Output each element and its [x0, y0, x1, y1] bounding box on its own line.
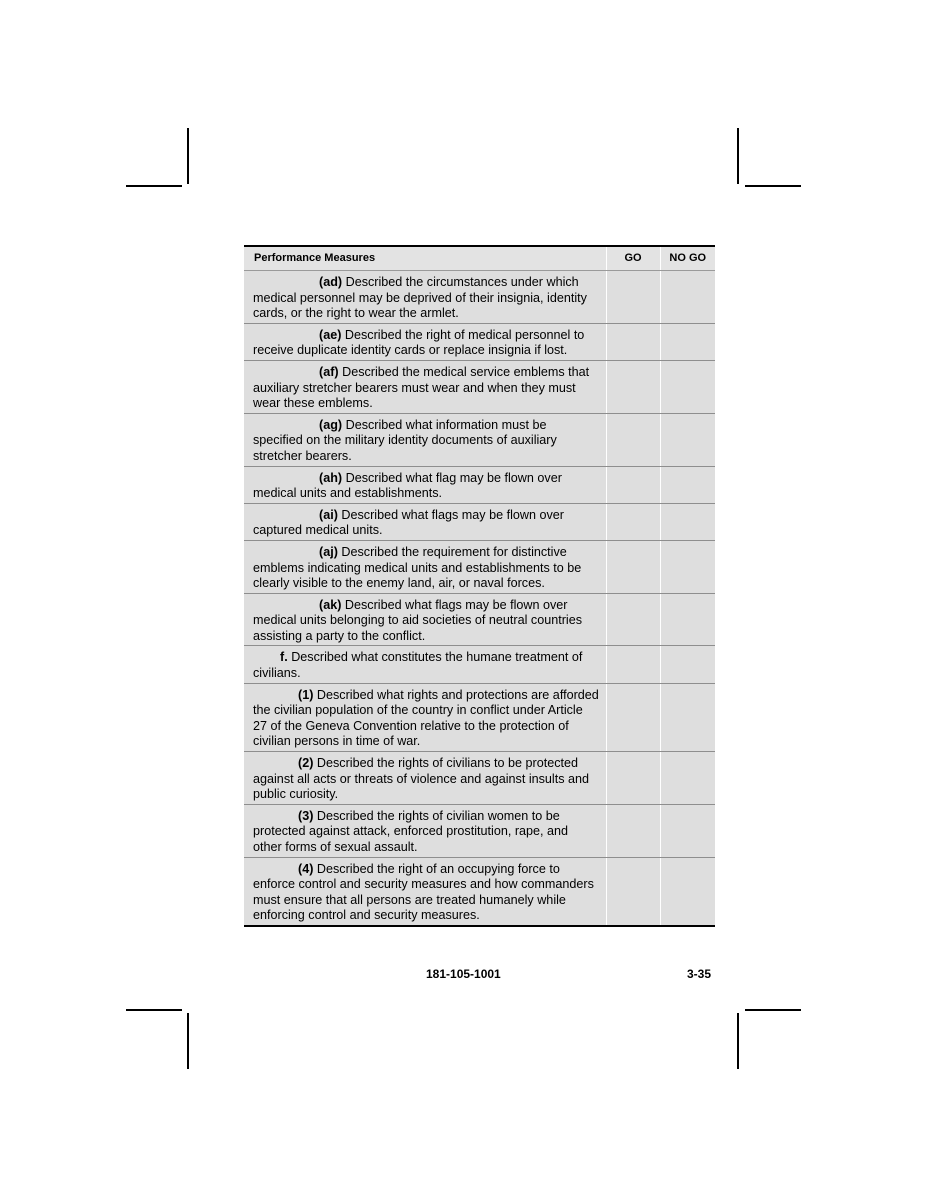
go-cell[interactable] [606, 466, 660, 503]
measure-text: Described what flags may be flown over medical units belonging to aid societies of neutral countries assisting a party to the conflict. [253, 597, 583, 643]
crop-mark-top-left-vertical [187, 128, 189, 184]
header-performance-measures: Performance Measures [244, 246, 606, 271]
measure-description [244, 466, 606, 503]
no-go-cell[interactable] [660, 413, 715, 466]
measure-label: (ak) [319, 597, 342, 612]
crop-mark-top-left-horizontal [126, 185, 182, 187]
measure-text: Described what rights and protections are afforded the civilian population of the country in conflict under Article 27 of the Geneva Convention relative to the protection of civilian persons in time of war. [253, 687, 599, 749]
go-cell[interactable] [606, 804, 660, 857]
measure-text: Described what flags may be flown over captured medical units. [253, 507, 564, 538]
no-go-cell[interactable] [660, 683, 715, 751]
measure-text: Described the right of an occupying force to enforce control and security measures and how commanders must ensure that all persons are treated humanely while enforcing control and security measures. [253, 861, 594, 923]
page-number: 3-35 [687, 967, 712, 981]
performance-measures-table [244, 245, 715, 927]
table-row [244, 540, 715, 593]
no-go-cell[interactable] [660, 503, 715, 540]
measure-description [244, 752, 606, 805]
measure-description [244, 503, 606, 540]
measure-label: (4) [298, 861, 314, 876]
measure-description [244, 857, 606, 926]
table-row [244, 683, 715, 751]
table-row [244, 360, 715, 413]
measure-text: Described the rights of civilian women to be protected against attack, enforced prostitution, rape, and other forms of sexual assault. [253, 808, 569, 854]
measure-label: (ai) [319, 507, 338, 522]
table-row [244, 271, 715, 324]
measure-description [244, 323, 606, 360]
go-cell[interactable] [606, 857, 660, 926]
go-cell[interactable] [606, 413, 660, 466]
crop-mark-bottom-right-horizontal [745, 1009, 801, 1011]
measure-text: Described what constitutes the humane treatment of civilians. [253, 650, 583, 681]
no-go-cell[interactable] [660, 466, 715, 503]
crop-mark-bottom-right-vertical [737, 1013, 739, 1069]
measure-description [244, 683, 606, 751]
measure-text: Described the right of medical personnel to receive duplicate identity cards or replace insignia if lost. [253, 327, 585, 358]
document-number: 181-105-1001 [426, 967, 501, 981]
measure-label: (ae) [319, 327, 342, 342]
go-cell[interactable] [606, 752, 660, 805]
measure-label: (ad) [319, 275, 343, 289]
measure-description [244, 413, 606, 466]
crop-mark-bottom-left-vertical [187, 1013, 189, 1069]
measure-label: (af) [319, 364, 339, 379]
measure-text: Described the circumstances under which medical personnel may be deprived of their insignia, identity cards, or the right to wear the armlet. [253, 275, 587, 321]
crop-mark-top-right-horizontal [745, 185, 801, 187]
measure-description [244, 540, 606, 593]
table-header-row [244, 246, 715, 271]
measure-description [244, 646, 606, 683]
measure-description [244, 593, 606, 646]
go-cell[interactable] [606, 593, 660, 646]
measure-text: Described the medical service emblems that auxiliary stretcher bearers must wear and when they must wear these emblems. [253, 364, 590, 411]
table-row [244, 323, 715, 360]
measure-label: (1) [298, 687, 314, 702]
measure-description [244, 271, 606, 324]
go-cell[interactable] [606, 360, 660, 413]
measure-label: (2) [298, 756, 314, 771]
table-row [244, 413, 715, 466]
table-row [244, 857, 715, 926]
measure-text: Described what flag may be flown over medical units and establishments. [253, 470, 562, 501]
measure-label: (ag) [319, 417, 343, 432]
no-go-cell[interactable] [660, 540, 715, 593]
no-go-cell[interactable] [660, 271, 715, 324]
measure-description [244, 804, 606, 857]
measure-label: f. [280, 650, 288, 665]
crop-mark-top-right-vertical [737, 128, 739, 184]
measure-label: (3) [298, 808, 314, 823]
no-go-cell[interactable] [660, 752, 715, 805]
go-cell[interactable] [606, 540, 660, 593]
no-go-cell[interactable] [660, 323, 715, 360]
table-row [244, 466, 715, 503]
table-row [244, 752, 715, 805]
table-row [244, 646, 715, 683]
measure-label: (aj) [319, 544, 338, 559]
no-go-cell[interactable] [660, 593, 715, 646]
no-go-cell[interactable] [660, 646, 715, 683]
header-no-go: NO GO [660, 246, 715, 271]
table-row [244, 503, 715, 540]
measure-text: Described the rights of civilians to be protected against all acts or threats of violence and against insults and public curiosity. [253, 756, 590, 802]
crop-mark-bottom-left-horizontal [126, 1009, 182, 1011]
header-go: GO [606, 246, 660, 271]
no-go-cell[interactable] [660, 804, 715, 857]
measure-description [244, 360, 606, 413]
go-cell[interactable] [606, 503, 660, 540]
no-go-cell[interactable] [660, 360, 715, 413]
go-cell[interactable] [606, 271, 660, 324]
table-row [244, 593, 715, 646]
measure-text: Described the requirement for distinctive emblems indicating medical units and establishments to be clearly visible to the enemy land, air, or naval forces. [253, 544, 582, 591]
go-cell[interactable] [606, 646, 660, 683]
measure-text: Described what information must be specified on the military identity documents of auxiliary stretcher bearers. [253, 417, 557, 463]
go-cell[interactable] [606, 323, 660, 360]
no-go-cell[interactable] [660, 857, 715, 926]
measure-label: (ah) [319, 470, 343, 485]
table-row [244, 804, 715, 857]
go-cell[interactable] [606, 683, 660, 751]
